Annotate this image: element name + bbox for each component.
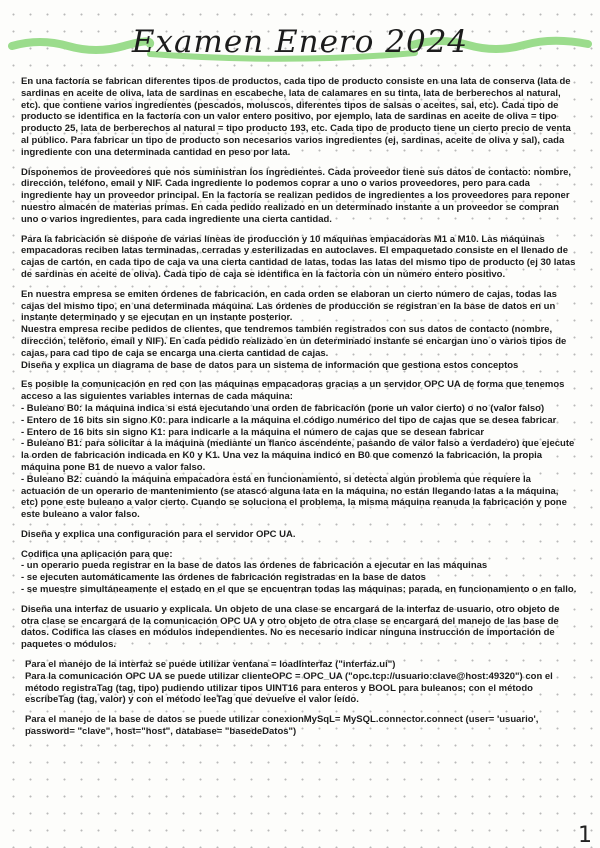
exam-content	[21, 76, 577, 746]
task-opc-config: Diseña y explica una configuración para el servidor OPC UA.	[21, 528, 296, 540]
page-number: 1	[578, 823, 592, 848]
page-title: Examen Enero 2024	[131, 24, 469, 60]
list-item: - Buleano B0: la máquina indica si está ejecutando una orden de fabricación (pone un valor cierto) o no (valor falso)	[21, 402, 545, 414]
list-item: - se muestre simultáneamente el estado en el que se encuentran todas las máquinas: parada, en funcionamiento o en fallo.	[21, 584, 577, 596]
paragraph-products: En una factoría se fabrican diferentes tipos de productos, cada tipo de producto consiste en una lata de conserva (lata de sardinas en aceite de oliva, lata de sardinas en escabeche, lata de calamares en su tinta, lata de berberechos al natural, etc). que contiene varios ingredientes (pescados, moluscos, diferentes tipos de salsas o aceites, sal, etc). Cada tipo de producto se identifica en la factoría con un valor entero positivo, por ejemplo, lata de sardinas en aceite de oliva = tipo producto 25, lata de berberechos al natural = tipo producto 193, etc. Cada tipo de producto tiene un cierto precio de venta al público. Para fabricar un tipo de producto son necesarios varios ingredientes (ej, sardinas, aceite de oliva y sal), cada ingrediente con una determinada cantidad en peso por lata.	[21, 76, 571, 158]
paragraph-suppliers: Disponemos de proveedores que nos suministran los ingredientes. Cada proveedor tiene sus datos de contacto: nombre, dirección, teléfono, email y NIF. Cada ingrediente lo podemos coprar a uno o varios proveedores, pero para cada ingrediente hay un proveedor principal. En la factoría se realizan pedidos de ingredientes a los proveedores para reponer nuestro almacén de materias primas. En cada pedido realizado en un determinado instante a un proveedor se compran uno o varios ingredientes, para cada ingrediente una cierta cantidad.	[21, 166, 572, 225]
list-item: - se ejecuten automáticamente las órdenes de fabricación registradas en la base de datos	[21, 572, 426, 584]
variable-list	[21, 403, 577, 521]
list-item: - un operario pueda registrar en la base de datos las órdenes de fabricación a ejecutar en las máquinas	[21, 560, 488, 572]
hint-opc: Para la comunicación OPC UA se puede utilizar clienteOPC = OPC_UA ("opc.tcp://usuario:clave@host:49320") con el método registraTag (tag, tipo) pudiendo utilizar tipos UINT16 para enteros y BOOL para buleanos; con el método escribeTag (tag, valor) y con el método leeTag que devuelve el valor leído.	[25, 670, 553, 706]
list-item: - Buleano B2: cuando la máquina empacadora está en funcionamiento, si detecta algún problema que requiere la actuación de un operario de mantenimiento (se atascó alguna lata en la máquina, no están llegando latas a la máquina, etc) pone este buleano a valor cierto. Cuando se soluciona el problema, la misma máquina reanuda la fabricación y pone este buleano a valor falso.	[21, 473, 567, 521]
paragraph-opc-intro: Es posible la comunicación en red con las máquinas empacadoras gracias a un servidor OPC UA de forma que tenemos acceso a las siguientes variables internas de cada máquina:	[21, 379, 565, 403]
list-item: - Entero de 16 bits sin signo K0: para indicarle a la máquina el código numérico del tipo de cajas que se desea fabricar	[21, 414, 557, 426]
paragraph-customers: Nuestra empresa recibe pedidos de clientes, que tendremos también registrados con sus datos de contacto (nombre, dirección, teléfono, email y NIF). En cada pedido realizado en un determinado instante se encargan uno o varios tipos de cajas, para cad tipo de caja se encarga una cierta cantidad de cajas.	[21, 324, 567, 359]
hint-interface: Para el manejo de la interfaz se puede utilizar ventana = loadInterfaz ("interfaz.ui")	[25, 659, 396, 671]
list-item: - Buleano B1: para solicitar a la máquina (mediante un flanco ascendente, pasando de valor falso a verdadero) que ejecute la orden de fabricación indicada en K0 y K1. Una vez la máquina indicó en B0 que comenzó la fabricación, la propia máquina pone B1 de nuevo a valor falso.	[21, 438, 575, 473]
task-interface-design: Diseña una interfaz de usuario y explicala. Un objeto de una clase se encargará de la interfaz de usuario, otro objeto de otra clase se encargará de la comunicación OPC UA y otro objeto de otra clase se encargará del manejo de las base de datos. Codifica las clases en módulos independientes. No es necesario indicar ninguna instrucción de importación de paquetes o módulos.	[21, 603, 560, 651]
list-item: - Entero de 16 bits sin signo K1: para indicarle a la máquina el número de cajas que se desean fabricar	[21, 426, 485, 438]
task-application: Codifica una aplicación para que:	[21, 548, 173, 560]
title-banner	[0, 20, 600, 70]
paragraph-orders: En nuestra empresa se emiten órdenes de fabricación, en cada orden se elaboran un cierto número de cajas, todas las cajas del mismo tipo, en una determinada máquina. Las órdenes de producción se registran en la base de datos en un instante determinado y se ejecutan en un instante posterior.	[21, 288, 557, 324]
paragraph-machines: Para la fabricación se dispone de varias líneas de producción y 10 máquinas empacadoras M1 a M10. Las máquinas empacadoras reciben latas terminadas, cerradas y esterilizadas en autoclaves. El empaquetado consiste en el llenado de cajas de cartón, en cada tipo de caja va una cierta cantidad de latas, todas las latas del mismo tipo de producto (ej 30 latas de sardinas en aceite de oliva). Cada tipo de caja se identifica en la factoría con un número entero positivo.	[21, 233, 576, 280]
task-database-diagram: Diseña y explica un diagrama de base de datos para un sistema de información que gestiona estos conceptos	[21, 359, 519, 371]
application-list	[21, 560, 577, 595]
hint-database: Para el manejo de la base de datos se puede utilizar conexionMySqL= MySQL.connector.connect (user= 'usuario', password= "clave", host="host", database= "basedeDatos")	[25, 714, 539, 738]
